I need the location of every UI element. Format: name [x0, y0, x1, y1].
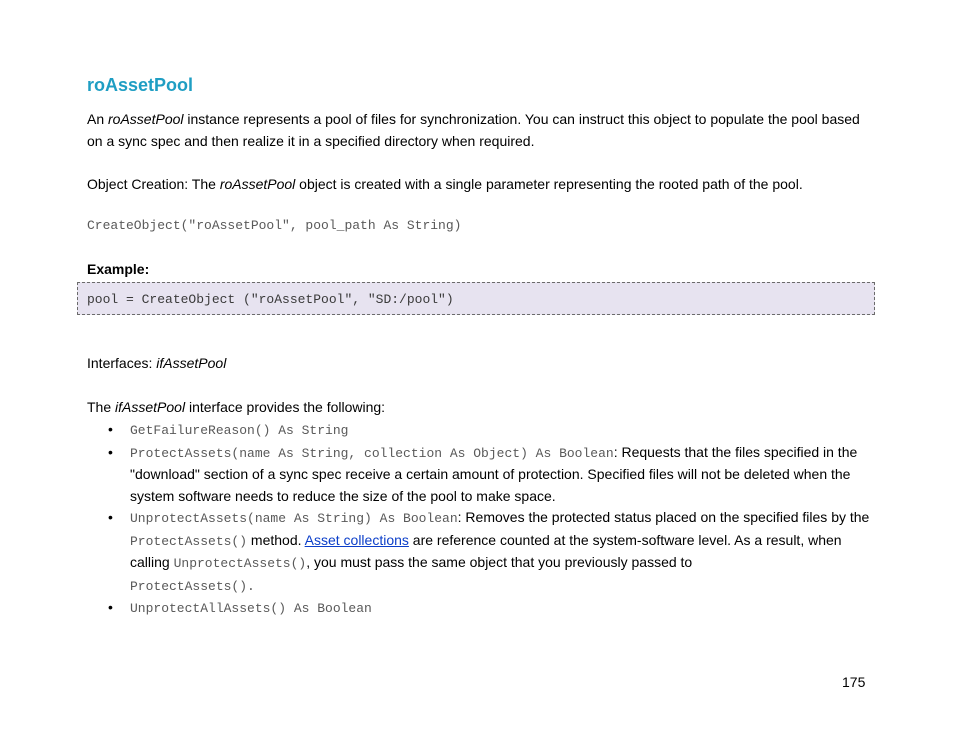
create-object-code: CreateObject("roAssetPool", pool_path As String)	[87, 218, 462, 233]
provides-interface-name: ifAssetPool	[115, 399, 186, 415]
bullet-icon: •	[108, 421, 113, 437]
creation-text-a: Object Creation: The	[87, 176, 220, 192]
interfaces-prefix: Interfaces:	[87, 355, 157, 371]
intro-text-a: An	[87, 111, 109, 127]
interfaces-line	[87, 352, 226, 374]
method-signature: UnprotectAllAssets() As Boolean	[130, 601, 372, 616]
interfaces-name: ifAssetPool	[156, 355, 227, 371]
intro-text-b: instance represents a pool of files for synchronization. You can instruct this object to populate the pool based on a sync spec and then realize it in a specified directory when required.	[87, 111, 860, 149]
method-description-b: method.	[247, 531, 305, 548]
intro-class-name: roAssetPool	[108, 111, 184, 127]
asset-collections-link[interactable]: Asset collections	[304, 531, 409, 548]
provides-line	[87, 396, 385, 418]
method-signature: GetFailureReason() As String	[130, 423, 349, 438]
method-description-c: are reference counted at the system-software level. As a result, when calling	[130, 531, 842, 570]
method-signature: ProtectAssets(name As String, collection As Object) As Boolean	[130, 445, 614, 461]
provides-text-b: interface provides the following:	[185, 399, 386, 415]
method-description-a: : Removes the protected status placed on the specified files by the	[457, 509, 870, 525]
bullet-icon: •	[108, 599, 113, 615]
creation-class-name: roAssetPool	[219, 176, 296, 192]
creation-text-b: object is created with a single parameter representing the rooted path of the pool.	[295, 176, 803, 192]
list-item	[108, 507, 878, 597]
inline-code: ProtectAssets()	[130, 533, 248, 549]
bullet-icon: •	[108, 443, 113, 460]
inline-code: UnprotectAssets()	[173, 556, 307, 571]
list-item	[108, 442, 878, 508]
provides-text-a: The	[87, 399, 116, 415]
method-description-d: , you must pass the same object that you previously passed to	[306, 554, 693, 570]
object-creation-paragraph	[87, 173, 877, 195]
list-item	[108, 419, 878, 442]
inline-code: ProtectAssets().	[130, 578, 255, 594]
method-signature: UnprotectAssets(name As String) As Boolean	[130, 511, 458, 526]
list-item	[108, 597, 878, 620]
example-code-box	[77, 282, 875, 315]
example-label: Example:	[87, 261, 150, 277]
method-list	[108, 419, 878, 620]
page-title: roAssetPool	[87, 75, 194, 95]
page-number: 175	[842, 674, 866, 690]
bullet-icon: •	[108, 509, 113, 525]
example-code: pool = CreateObject ("roAssetPool", "SD:/pool")	[87, 292, 454, 307]
method-description: : Requests that the files specified in the "download" section of a sync spec receive a certain amount of protection. Specified files will not be deleted when the system software needs to reduce the size of the pool to make space.	[130, 443, 858, 504]
intro-paragraph	[87, 108, 877, 152]
